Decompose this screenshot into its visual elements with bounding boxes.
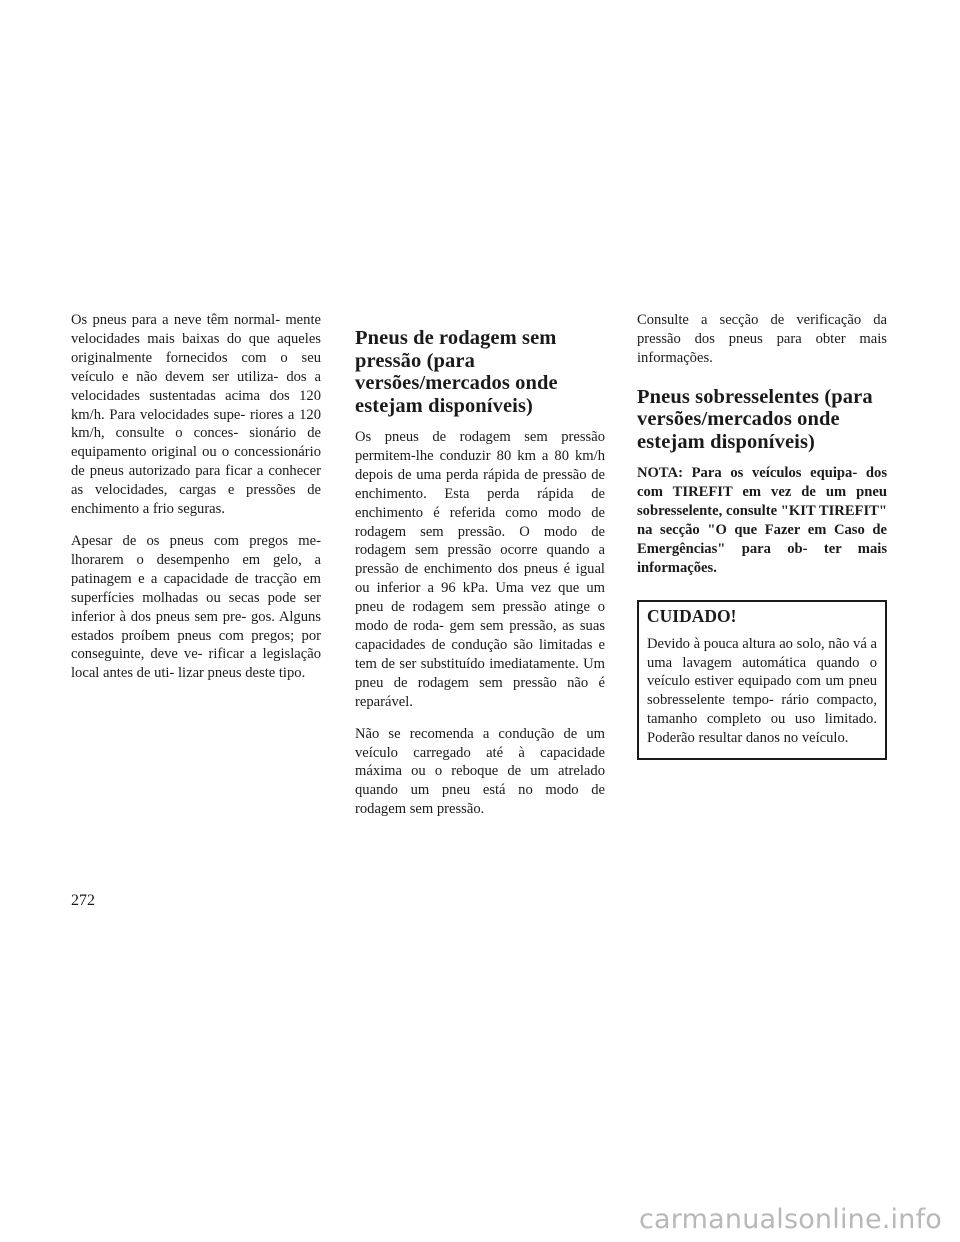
column-right [637,311,887,760]
note-tirefit: NOTA: Para os veículos equipa- dos com TIREFIT em vez de um pneu sobresselente, consulte "KIT TIREFIT" na secção "O que Fazer em Caso de Emergências" para ob- ter mais informações. [637,465,887,576]
column-left [71,311,321,696]
heading-run-flat-tires: Pneus de rodagem sem pressão (para versões/mercados onde estejam disponíveis) [355,327,558,417]
paragraph-studded-tires: Apesar de os pneus com pregos me- lhorarem o desempenho em gelo, a patinagem e a capacidade de tracção em superfícies molhadas ou secas pode ser inferior à dos pneus sem pre- gos. Alguns estados proíbem pneus com pregos; por conseguinte, deve ve- rificar a legislação local antes de uti- lizar pneus deste tipo. [71,532,321,682]
paragraph-snow-tires: Os pneus para a neve têm normal- mente velocidades mais baixas do que aqueles originalmente fornecidos com o seu veículo e não devem ser utiliza- dos a velocidades sustentadas acima dos 120 km/h. Para velocidades supe- riores a 120 km/h, consulte o conces- sionário de equipamento original ou o concessionário de pneus autorizado para ficar a conhecer as velocidades, cargas e pressões de enchimento a frio seguras. [71,312,321,518]
caution-box [637,600,887,760]
heading-spare-tires: Pneus sobresselentes (para versões/mercados onde estejam disponíveis) [637,385,873,453]
paragraph-run-flat-load: Não se recomenda a condução de um veículo carregado até à capacidade máxima ou o reboque de um atrelado quando um pneu está no modo de rodagem sem pressão. [355,725,605,818]
paragraph-run-flat-mode: Os pneus de rodagem sem pressão permitem-lhe conduzir 80 km a 80 km/h depois de uma perda rápida de pressão de enchimento. Esta perda rápida de enchimento é referida como modo de rodagem sem pressão. O modo de rodagem sem pressão ocorre quando a pressão de enchimento dos pneus é igual ou inferior a 96 kPa. Uma vez que um pneu de rodagem sem pressão atinge o modo de roda- gem sem pressão, as suas capacidades de condução são limitadas e tem de ser substituído imediatamente. Um pneu de rodagem sem pressão não é reparável. [355,429,605,710]
watermark: carmanualsonline.info [639,1204,942,1235]
caution-text: Devido à pouca altura ao solo, não vá a uma lavagem automática quando o veículo estiver equipado com um pneu sobresselente tempo- rário compacto, tamanho completo ou uso limitado. Poderão resultar danos no veículo. [647,635,877,747]
page-number: 272 [71,892,95,909]
paragraph-pressure-reference: Consulte a secção de verificação da pressão dos pneus para obter mais informações. [637,312,887,366]
caution-title: CUIDADO! [647,605,737,626]
column-middle [355,311,605,832]
